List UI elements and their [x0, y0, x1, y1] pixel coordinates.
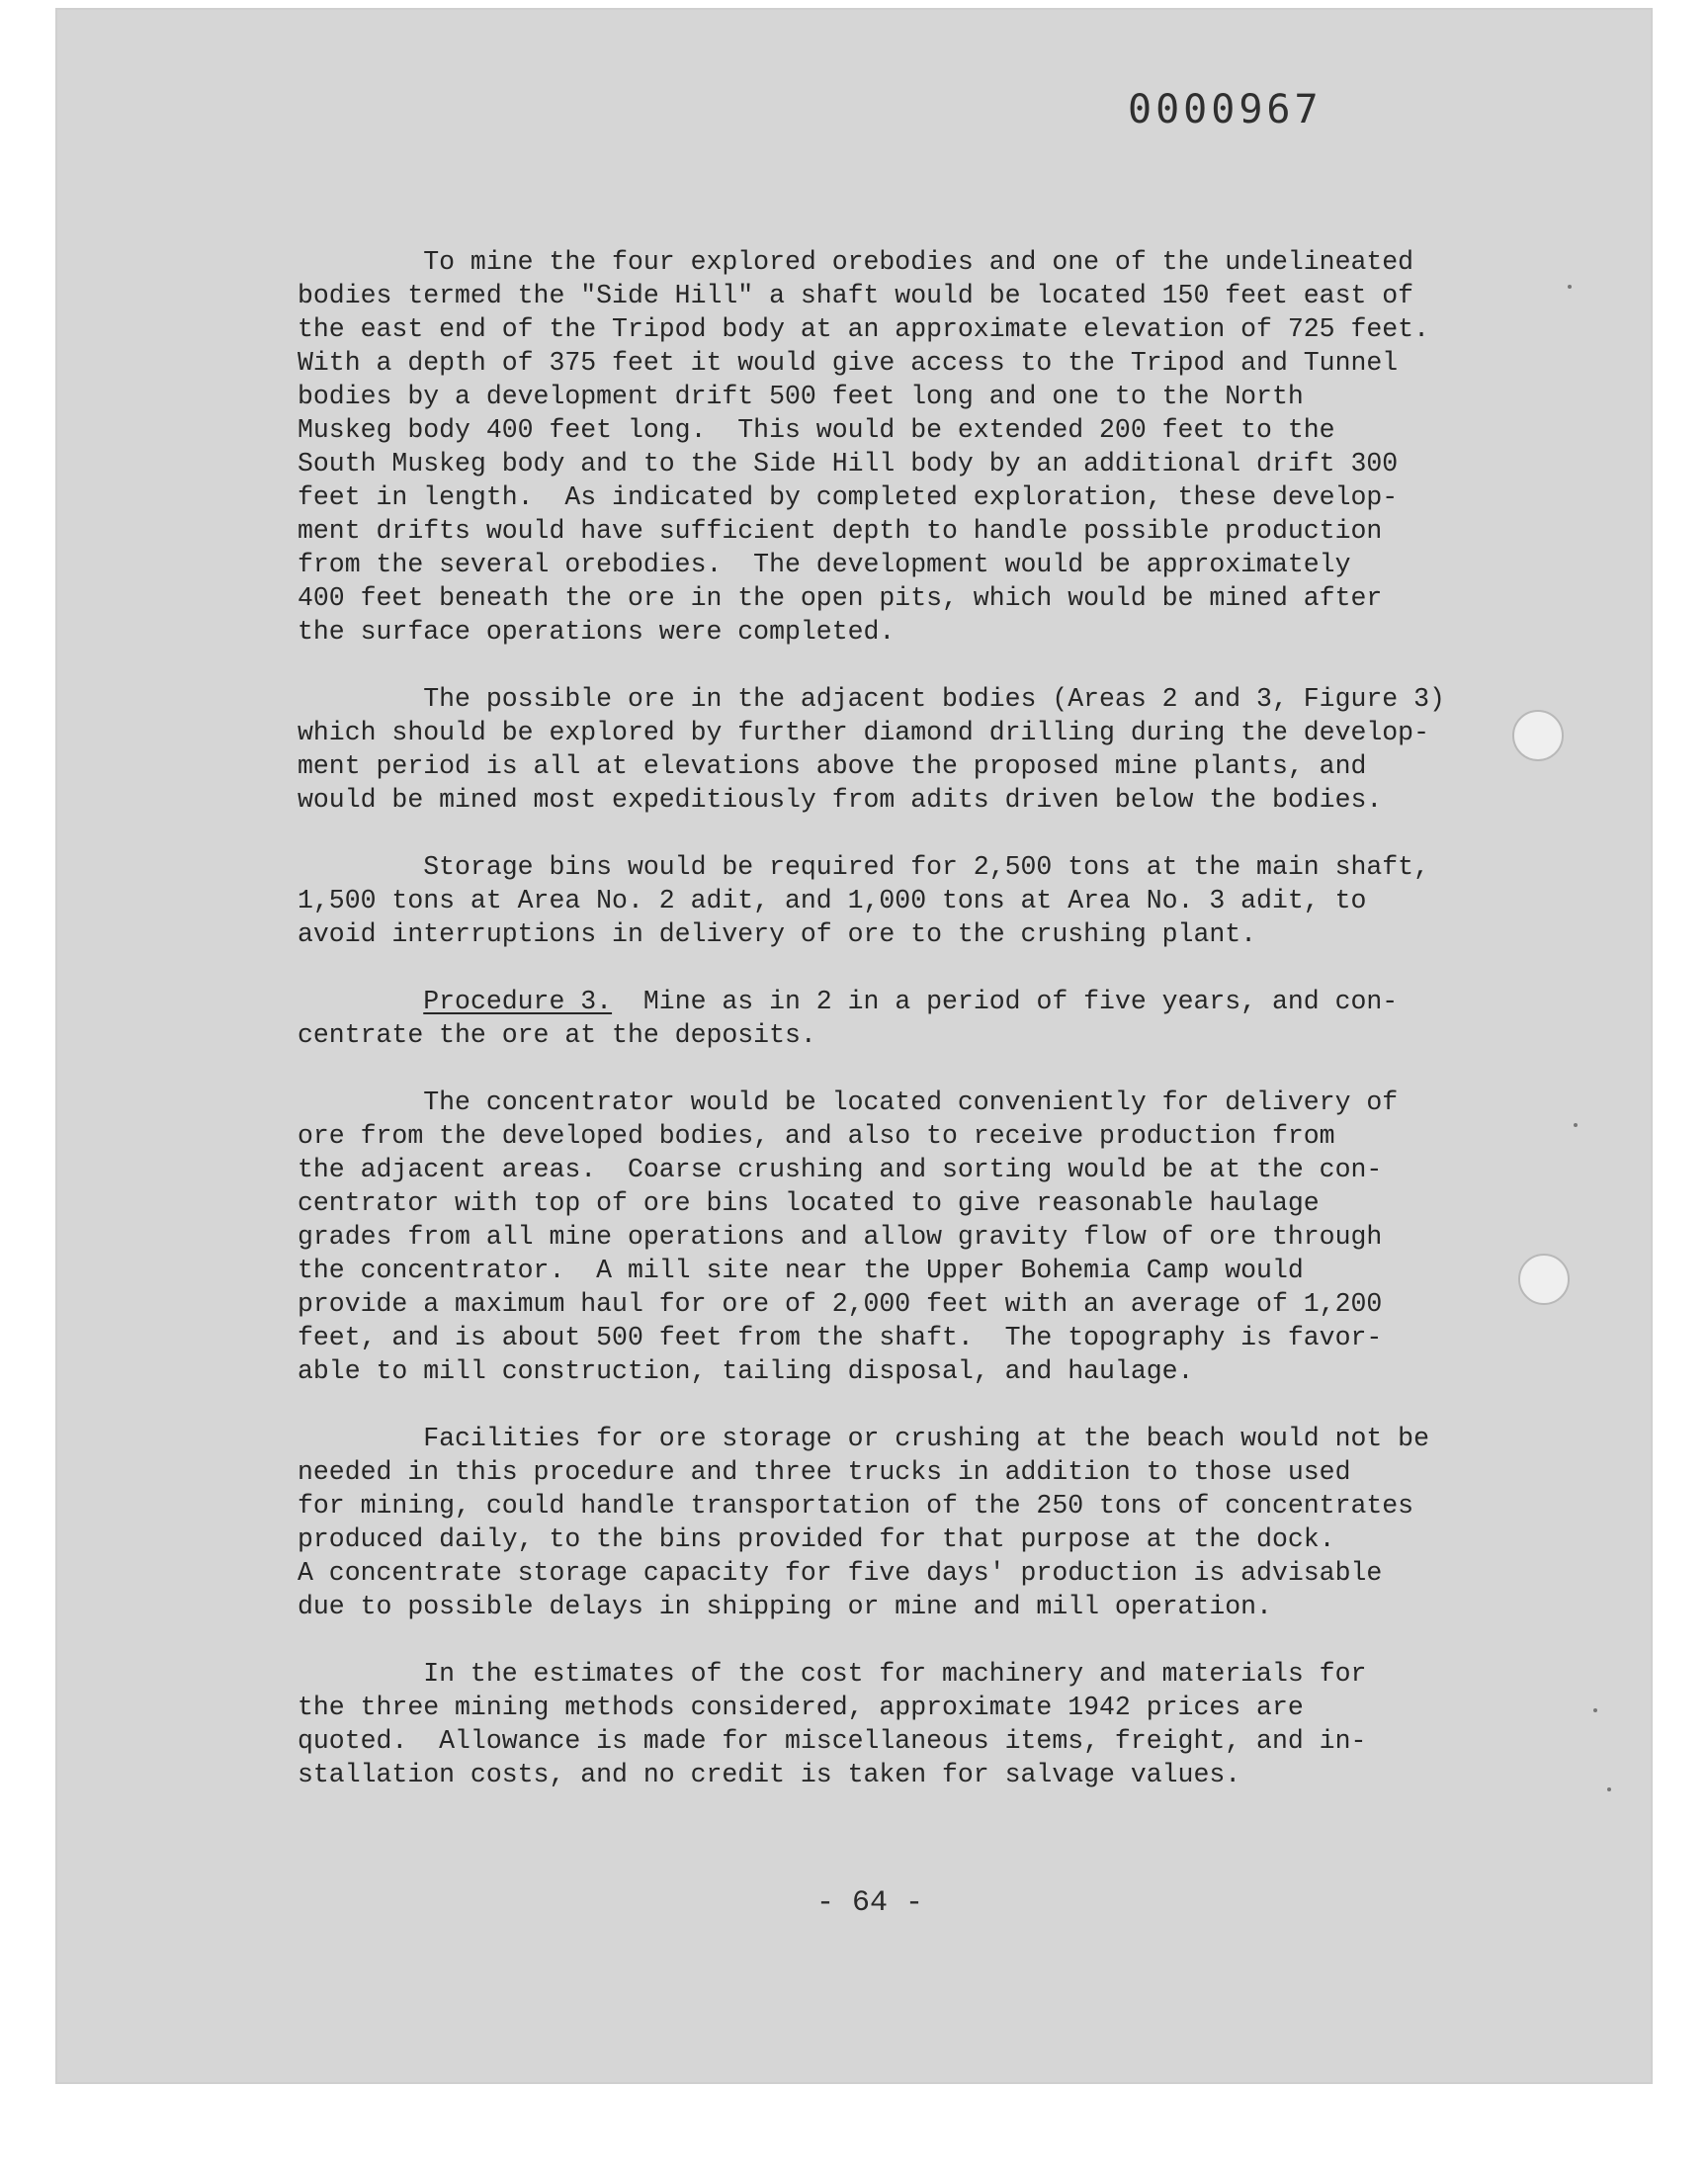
text-line: ment period is all at elevations above the proposed mine plants, and — [298, 751, 1367, 781]
paragraph — [298, 1657, 1484, 1791]
text-line: ore from the developed bodies, and also to receive production from — [298, 1121, 1335, 1151]
paragraph — [298, 682, 1484, 817]
text-line: able to mill construction, tailing disposal, and haulage. — [298, 1356, 1194, 1386]
text-line: from the several orebodies. The development would be approximately — [298, 550, 1351, 579]
text-line: the adjacent areas. Coarse crushing and sorting would be at the con- — [298, 1155, 1383, 1184]
text-line: feet in length. As indicated by completed exploration, these develop- — [298, 482, 1399, 512]
text-line: 1,500 tons at Area No. 2 adit, and 1,000 tons at Area No. 3 adit, to — [298, 886, 1367, 915]
text-line: the east end of the Tripod body at an approximate elevation of 725 feet. — [298, 314, 1429, 344]
procedure-label: Procedure 3. — [423, 987, 613, 1016]
punch-hole-lower — [1518, 1254, 1570, 1305]
text-line: The concentrator would be located conveniently for delivery of — [298, 1088, 1399, 1117]
paragraph — [298, 1086, 1484, 1388]
text-line: ment drifts would have sufficient depth to handle possible production — [298, 516, 1383, 546]
text-line: quoted. Allowance is made for miscellaneous items, freight, and in- — [298, 1726, 1367, 1756]
text-line: Procedure 3. Mine as in 2 in a period of five years, and con- — [423, 987, 1399, 1016]
text-line: due to possible delays in shipping or mine and mill operation. — [298, 1592, 1272, 1621]
text-line: centrate the ore at the deposits. — [298, 1020, 816, 1050]
page-number: - 64 - — [816, 1886, 924, 1920]
text-line: would be mined most expeditiously from adits driven below the bodies. — [298, 785, 1383, 815]
text-line: A concentrate storage capacity for five days' production is advisable — [298, 1558, 1383, 1588]
text-line: centrator with top of ore bins located to give reasonable haulage — [298, 1188, 1320, 1218]
text-line: provide a maximum haul for ore of 2,000 feet with an average of 1,200 — [298, 1289, 1383, 1319]
text-line: South Muskeg body and to the Side Hill body by an additional drift 300 — [298, 449, 1399, 478]
scan-speck — [1607, 1787, 1611, 1791]
body-text — [298, 245, 1484, 1825]
paragraph — [298, 985, 1484, 1052]
text-line: To mine the four explored orebodies and one of the undelineated — [298, 247, 1414, 277]
text-line: Muskeg body 400 feet long. This would be extended 200 feet to the — [298, 415, 1335, 445]
text-line: With a depth of 375 feet it would give access to the Tripod and Tunnel — [298, 348, 1399, 378]
scan-speck — [1574, 1123, 1578, 1127]
text-line: Facilities for ore storage or crushing at the beach would not be — [298, 1424, 1429, 1453]
punch-hole-upper — [1512, 710, 1564, 761]
text-line: The possible ore in the adjacent bodies (Areas 2 and 3, Figure 3) — [298, 684, 1445, 714]
text-line: the surface operations were completed. — [298, 617, 896, 647]
scan-speck — [1593, 1708, 1597, 1712]
text-line: In the estimates of the cost for machinery and materials for — [298, 1659, 1367, 1689]
text-line: avoid interruptions in delivery of ore to the crushing plant. — [298, 919, 1257, 949]
paragraph — [298, 1422, 1484, 1623]
text-line: bodies by a development drift 500 feet long and one to the North — [298, 382, 1304, 411]
text-line: bodies termed the "Side Hill" a shaft would be located 150 feet east of — [298, 281, 1414, 310]
paragraph — [298, 850, 1484, 951]
document-number: 0000967 — [1128, 87, 1323, 132]
paragraph — [298, 245, 1484, 649]
text-line: needed in this procedure and three trucks in addition to those used — [298, 1457, 1351, 1487]
text-line: Storage bins would be required for 2,500 tons at the main shaft, — [298, 852, 1429, 882]
text-line: produced daily, to the bins provided for that purpose at the dock. — [298, 1524, 1335, 1554]
text-line: the concentrator. A mill site near the Upper Bohemia Camp would — [298, 1256, 1304, 1285]
text-line: for mining, could handle transportation of the 250 tons of concentrates — [298, 1491, 1414, 1521]
text-line: the three mining methods considered, approximate 1942 prices are — [298, 1693, 1304, 1722]
text-line: grades from all mine operations and allow gravity flow of ore through — [298, 1222, 1383, 1252]
text-line: stallation costs, and no credit is taken for salvage values. — [298, 1760, 1241, 1789]
text-line: which should be explored by further diamond drilling during the develop- — [298, 718, 1429, 747]
text-line: feet, and is about 500 feet from the shaft. The topography is favor- — [298, 1323, 1383, 1352]
scan-speck — [1568, 285, 1572, 289]
text-line: 400 feet beneath the ore in the open pits, which would be mined after — [298, 583, 1383, 613]
scanned-page — [55, 8, 1653, 2084]
